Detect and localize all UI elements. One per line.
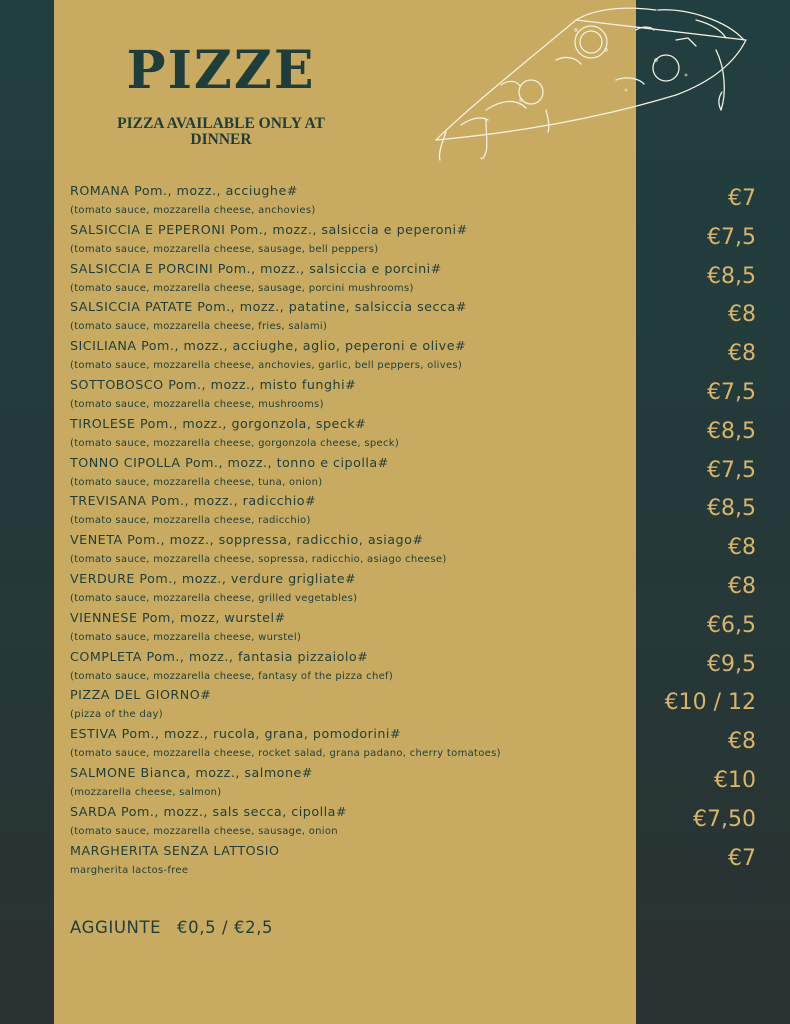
item-description: (tomato sauce, mozzarella cheese, anchovies, garlic, bell peppers, olives) [70,360,463,372]
item-description: (tomato sauce, mozzarella cheese, sausage, porcini mushrooms) [70,282,414,294]
item-description: (tomato sauce, mozzarella cheese, tuna, onion) [70,476,323,488]
item-price: €7 [728,845,756,871]
item-name: PIZZA DEL GIORNO# [70,687,212,703]
item-name: MARGHERITA SENZA LATTOSIO [70,842,280,858]
item-price: €8 [728,729,756,755]
price-column [640,180,756,878]
item-price: €10 [714,767,756,793]
item-description: (tomato sauce, mozzarella cheese, radicchio) [70,515,311,527]
item-name: SARDA Pom., mozz., sals secca, cipolla# [70,803,348,819]
extras-price: €0,5 / €2,5 [177,918,274,937]
extras-label: AGGIUNTE [70,918,162,937]
item-description: margherita lactos-free [70,864,189,876]
item-name: SALSICCIA PATATE Pom., mozz., patatine, salsiccia secca# [70,299,467,315]
item-description: (mozzarella cheese, salmon) [70,786,222,798]
item-name: SOTTOBOSCO Pom., mozz., misto funghi# [70,376,357,392]
item-description: (tomato sauce, mozzarella cheese, gorgonzola cheese, speck) [70,437,400,449]
item-price: €8 [728,341,756,367]
menu-item [70,532,630,571]
menu-item [70,765,630,804]
item-name: SALMONE Bianca, mozz., salmone# [70,764,313,780]
menu-item [70,338,630,377]
item-description: (tomato sauce, mozzarella cheese, rocket salad, grana padano, cherry tomatoes) [70,748,501,760]
page-title: PIZZE [126,40,316,101]
item-name: VIENNESE Pom, mozz, wurstel# [70,609,286,625]
item-name: VENETA Pom., mozz., soppressa, radicchio, asiago# [70,532,424,548]
item-price: €7 [728,186,756,211]
menu-item [70,804,630,843]
menu-items [70,183,630,881]
item-price: €7,5 [707,457,756,483]
item-name: ROMANA Pom., mozz., acciughe# [70,183,298,198]
menu-item [70,649,630,688]
item-price: €8 [728,302,756,328]
item-description: (tomato sauce, mozzarella cheese, wurstel) [70,631,302,643]
page-subtitle: PIZZA AVAILABLE ONLY AT DINNER [117,115,325,148]
item-name: TIROLESE Pom., mozz., gorgonzola, speck# [70,415,367,431]
item-description: (pizza of the day) [70,709,163,721]
item-description: (tomato sauce, mozzarella cheese, grilled vegetables) [70,592,358,604]
item-price: €10 / 12 [664,690,756,716]
item-price: €6,5 [707,612,756,638]
item-description: (tomato sauce, mozzarella cheese, mushrooms) [70,398,324,410]
item-description: (tomato sauce, mozzarella cheese, fries, salami) [70,321,328,333]
item-price: €7,50 [693,806,756,832]
item-price: €7,5 [707,379,756,405]
item-price: €8 [728,573,756,599]
menu-item [70,222,630,261]
menu-item [70,493,630,532]
item-name: SICILIANA Pom., mozz., acciughe, aglio, peperoni e olive# [70,338,467,354]
menu-item [70,726,630,765]
item-price: €8,5 [707,418,756,444]
item-price: €8,5 [707,496,756,522]
menu-item [70,183,630,222]
item-price: €8,5 [707,263,756,289]
item-name: COMPLETA Pom., mozz., fantasia pizzaiolo# [70,648,369,664]
item-price: €9,5 [707,651,756,677]
extras-line [70,918,273,937]
item-name: SALSICCIA E PEPERONI Pom., mozz., salsiccia e peperoni# [70,221,468,237]
item-description: (tomato sauce, mozzarella cheese, sausage, onion [70,825,338,837]
item-description: (tomato sauce, mozzarella cheese, anchovies) [70,205,316,216]
item-description: (tomato sauce, mozzarella cheese, sopressa, radicchio, asiago cheese) [70,554,447,566]
menu-item [70,843,630,882]
item-name: TREVISANA Pom., mozz., radicchio# [70,493,317,509]
menu-item [70,610,630,649]
menu-item [70,261,630,300]
item-price: €8 [728,535,756,561]
item-name: VERDURE Pom., mozz., verdure grigliate# [70,570,357,586]
menu-item [70,571,630,610]
item-name: ESTIVA Pom., mozz., rucola, grana, pomodorini# [70,726,402,742]
menu-item [70,377,630,416]
menu-item [70,299,630,338]
menu-item [70,416,630,455]
item-description: (tomato sauce, mozzarella cheese, sausage, bell peppers) [70,243,379,255]
menu-item [70,455,630,494]
menu-item [70,687,630,726]
item-description: (tomato sauce, mozzarella cheese, fantasy of the pizza chef) [70,670,394,682]
item-name: SALSICCIA E PORCINI Pom., mozz., salsiccia e porcini# [70,260,442,276]
item-price: €7,5 [707,224,756,250]
item-name: TONNO CIPOLLA Pom., mozz., tonno e cipolla# [70,454,389,470]
pizza-slice-illustration [426,0,756,170]
